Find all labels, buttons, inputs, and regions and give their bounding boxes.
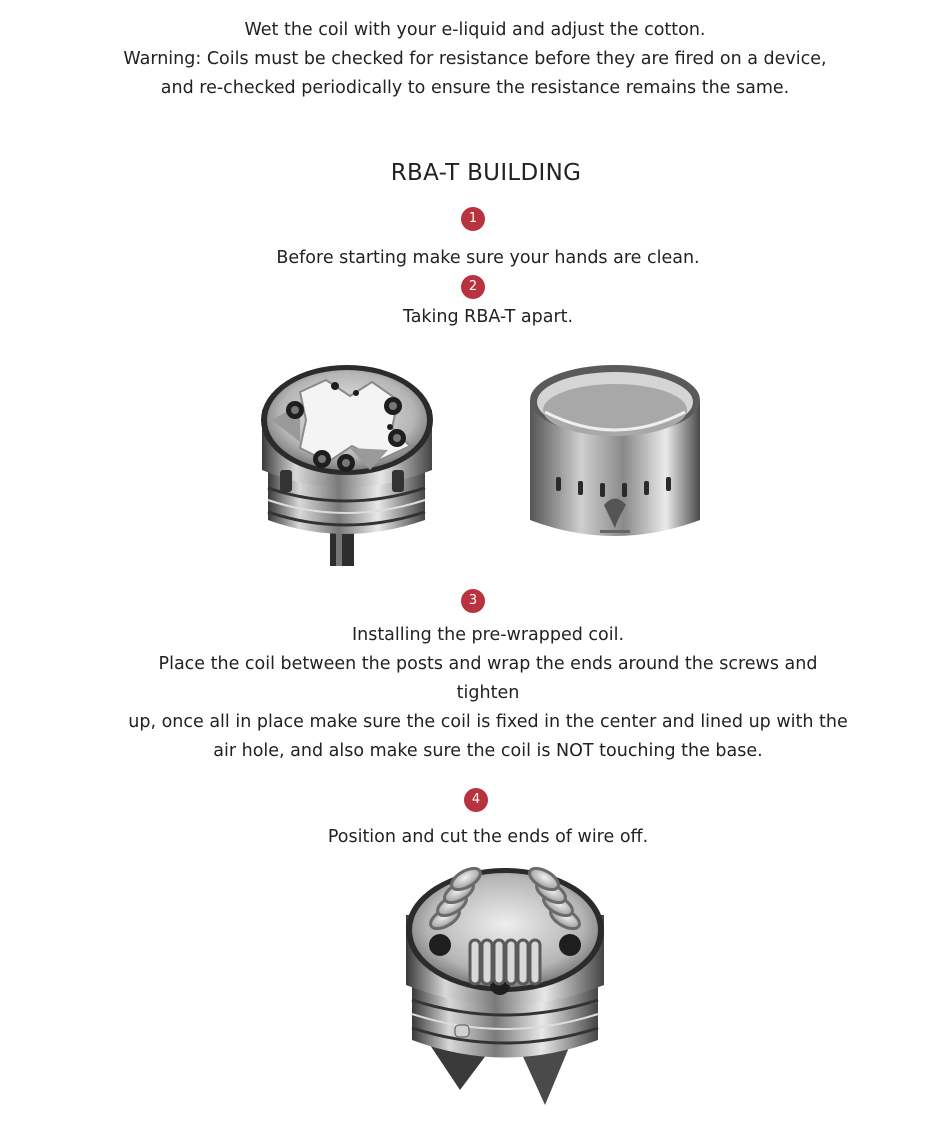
coil-deck-image [406,864,604,1105]
step-3-badge: 3 [461,589,485,613]
step-2-text: Taking RBA-T apart. [402,307,574,327]
rba-deck-image [261,365,433,566]
intro-line-2: Warning: Coils must be checked for resistance before they are fired on a device, [123,49,827,69]
rba-sleeve-image [530,365,700,536]
step-2-badge: 2 [461,275,485,299]
step-3-line-1: Installing the pre-wrapped coil. [351,625,625,645]
intro-line-3: and re-checked periodically to ensure the resistance remains the same. [160,78,790,98]
step-3-line-5: air hole, and also make sure the coil is NOT touching the base. [213,741,763,761]
step-1-text: Before starting make sure your hands are clean. [276,248,700,268]
intro-line-1: Wet the coil with your e-liquid and adjust the cotton. [244,20,706,40]
step-3-line-2: Place the coil between the posts and wrap the ends around the screws and [158,654,818,674]
step-4-badge: 4 [464,788,488,812]
section-title: RBA-T BUILDING [390,160,582,186]
step-1-badge: 1 [461,207,485,231]
step-3-line-3: tighten [456,683,520,703]
step-4-text: Position and cut the ends of wire off. [327,827,649,847]
step-3-line-4: up, once all in place make sure the coil is fixed in the center and lined up with the [128,712,848,732]
